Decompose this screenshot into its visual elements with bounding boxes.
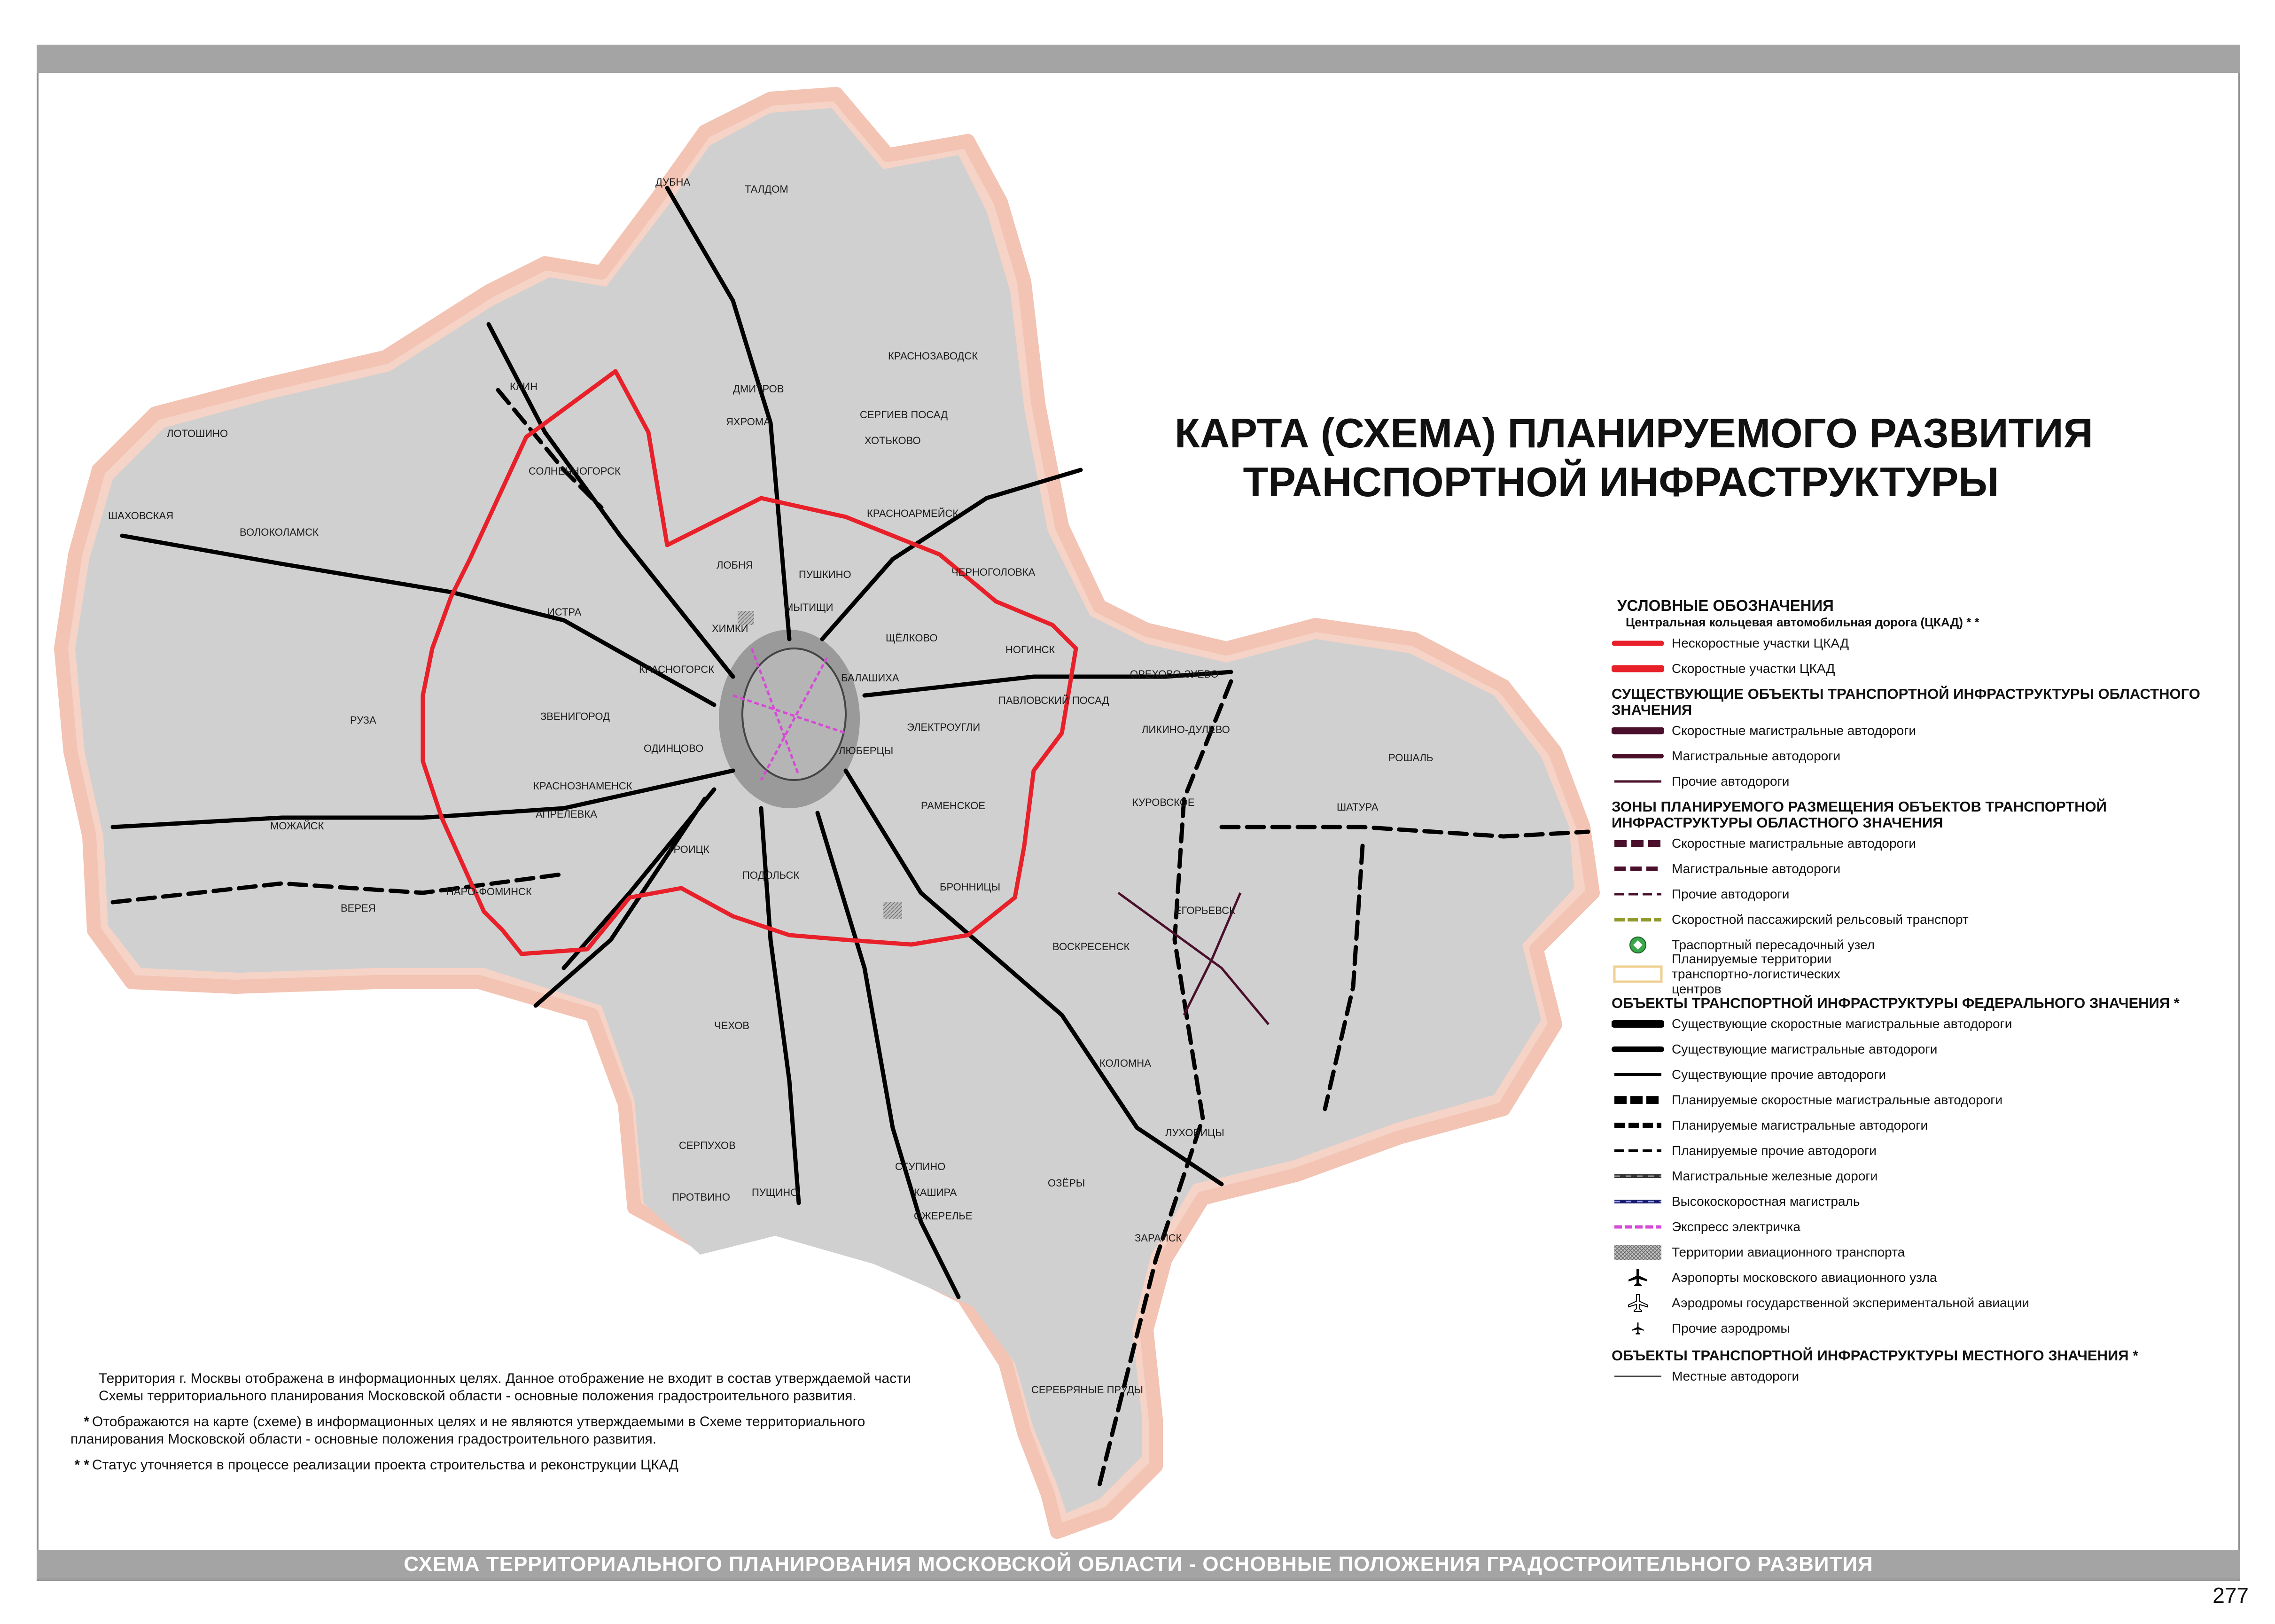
city-label: ДМИТРОВ bbox=[733, 383, 784, 395]
city-label: КЛИН bbox=[510, 381, 538, 392]
legend-item bbox=[1612, 718, 2218, 743]
note-moscow bbox=[70, 1370, 940, 1405]
legend-item bbox=[1612, 831, 2218, 856]
legend-label: Существующие магистральные автодороги bbox=[1672, 1042, 1938, 1056]
legend-item bbox=[1612, 631, 2218, 656]
city-label: СЕРГИЕВ ПОСАД bbox=[860, 409, 948, 421]
legend-item bbox=[1612, 743, 2218, 769]
legend-label: Прочие автодороги bbox=[1672, 887, 1790, 901]
city-label: ЗАРАЙСК bbox=[1135, 1232, 1182, 1244]
note-text: Территория г. Москвы отображена в информационных целях. Данное отображение не входит в состав утверждаемой части Схемы территориального планирования Московской области - основные положения градостроительного развития. bbox=[99, 1371, 911, 1404]
aviation-territory-symbol bbox=[1612, 1243, 1664, 1262]
city-label: ОДИНЦОВО bbox=[644, 742, 704, 754]
legend-item bbox=[1612, 1214, 2218, 1240]
railway-symbol bbox=[1612, 1167, 1664, 1186]
legend-label: Аэродромы государственной экспериментальной авиации bbox=[1672, 1296, 2029, 1310]
federal-main-symbol bbox=[1612, 1040, 1664, 1059]
map-notes bbox=[70, 1370, 940, 1482]
legend-label: Прочие аэродромы bbox=[1672, 1321, 1790, 1335]
city-label: РАМЕНСКОЕ bbox=[921, 800, 986, 812]
ckad-slow-symbol bbox=[1612, 634, 1664, 653]
regional-main-road-symbol bbox=[1612, 747, 1664, 765]
city-label: ШАХОВСКАЯ bbox=[108, 510, 174, 522]
city-label: КРАСНОЗНАМЕНСК bbox=[533, 780, 632, 792]
legend-item bbox=[1612, 656, 2218, 681]
city-label: БАЛАШИХА bbox=[841, 672, 899, 684]
planned-regional-other-symbol bbox=[1612, 885, 1664, 904]
legend-label: Скоростные магистральные автодороги bbox=[1672, 723, 1916, 738]
city-label: СЕРПУХОВ bbox=[679, 1140, 736, 1151]
legend-item bbox=[1612, 1138, 2218, 1163]
city-label: КРАСНОАРМЕЙСК bbox=[867, 508, 959, 519]
legend-section-federal bbox=[1612, 995, 2218, 1011]
note-ckad-status bbox=[70, 1456, 940, 1474]
city-label: ЛЮБЕРЦЫ bbox=[839, 745, 894, 757]
legend-label: Магистральные автодороги bbox=[1672, 861, 1841, 876]
city-label: ЗВЕНИГОРОД bbox=[540, 710, 610, 722]
city-label: ИСТРА bbox=[547, 606, 582, 618]
city-label: ЯХРОМА bbox=[726, 416, 771, 428]
aviation-territory bbox=[883, 902, 902, 919]
city-label: ПАВЛОВСКИЙ ПОСАД bbox=[998, 695, 1109, 706]
city-label: РУЗА bbox=[350, 714, 376, 726]
legend-item bbox=[1612, 1037, 2218, 1062]
city-label: ДУБНА bbox=[655, 176, 691, 188]
legend-section-planned-regional: ЗОНЫ ПЛАНИРУЕМОГО РАЗМЕЩЕНИЯ ОБЪЕКТОВ ТРАНСПОРТНОЙ ИНФРАСТРУКТУРЫ ОБЛАСТНОГО ЗНАЧЕНИЯ bbox=[1612, 798, 2107, 831]
city-label: ВОСКРЕСЕНСК bbox=[1052, 941, 1130, 953]
federal-express-symbol bbox=[1612, 1015, 1664, 1033]
city-label: МОЖАЙСК bbox=[270, 820, 324, 832]
logistics-territory-symbol bbox=[1612, 965, 1664, 984]
local-title-text: ОБЪЕКТЫ ТРАНСПОРТНОЙ ИНФРАСТРУКТУРЫ МЕСТНОГО ЗНАЧЕНИЯ bbox=[1612, 1347, 2129, 1364]
planned-federal-express-symbol bbox=[1612, 1091, 1664, 1109]
legend-label: Планируемые прочие автодороги bbox=[1672, 1143, 1877, 1158]
footer-band bbox=[37, 1550, 2240, 1579]
planned-federal-other-symbol bbox=[1612, 1141, 1664, 1160]
transfer-hub-icon bbox=[1612, 936, 1664, 954]
legend-item bbox=[1612, 769, 2218, 794]
city-label: НАРО-ФОМИНСК bbox=[446, 886, 532, 898]
legend-label: Планируемые скоростные магистральные автодороги bbox=[1672, 1093, 2003, 1107]
other-airfield-icon bbox=[1612, 1319, 1664, 1338]
express-train-symbol bbox=[1612, 1218, 1664, 1236]
city-label: СТУПИНО bbox=[895, 1161, 946, 1172]
note-info-objects bbox=[70, 1413, 940, 1448]
city-label: ПУШКИНО bbox=[799, 569, 851, 580]
city-label: КУРОВСКОЕ bbox=[1132, 796, 1195, 808]
regional-other-road-symbol bbox=[1612, 772, 1664, 791]
legend bbox=[1612, 593, 2218, 1389]
legend-label: Территории авиационного транспорта bbox=[1672, 1245, 1905, 1259]
local-road-symbol bbox=[1612, 1367, 1664, 1386]
city-label: СЕРЕБРЯНЫЕ ПРУДЫ bbox=[1031, 1384, 1143, 1396]
legend-item bbox=[1612, 907, 2218, 932]
legend-item bbox=[1612, 1290, 2218, 1316]
planned-federal-main-symbol bbox=[1612, 1116, 1664, 1135]
legend-label: Скоростные магистральные автодороги bbox=[1672, 836, 1916, 851]
legend-label: Магистральные железные дороги bbox=[1672, 1169, 1878, 1183]
ckad-title-mark: * * bbox=[1966, 615, 1979, 629]
city-label: СОЛНЕЧНОГОРСК bbox=[529, 465, 621, 477]
note-text: Отображаются на карте (схеме) в информационных целях и не являются утверждаемыми в Схеме территориального планирования Московской области - основные положения градостроительного развития. bbox=[70, 1414, 865, 1447]
planned-regional-main-symbol bbox=[1612, 859, 1664, 878]
legend-label: Существующие скоростные магистральные автодороги bbox=[1672, 1016, 2012, 1031]
legend-label: Траспортный пересадочный узел bbox=[1672, 937, 1875, 952]
legend-item bbox=[1612, 856, 2218, 882]
legend-label: Планируемые территории транспортно-логистических центров bbox=[1672, 952, 1840, 996]
planned-regional-express-symbol bbox=[1612, 834, 1664, 853]
experimental-airfield-icon bbox=[1612, 1294, 1664, 1312]
regional-express-road-symbol bbox=[1612, 721, 1664, 740]
federal-title-mark: * bbox=[2174, 995, 2180, 1011]
legend-label: Нескоростные участки ЦКАД bbox=[1672, 636, 1849, 650]
city-label: ПУЩИНО bbox=[752, 1187, 799, 1198]
legend-item bbox=[1612, 1163, 2218, 1189]
city-label: ЛУХОВИЦЫ bbox=[1165, 1127, 1224, 1139]
city-label: МЫТИЩИ bbox=[785, 601, 834, 613]
legend-item bbox=[1612, 1240, 2218, 1265]
legend-section-local bbox=[1612, 1348, 2218, 1364]
legend-item bbox=[1612, 1062, 2218, 1087]
legend-label: Высокоскоростная магистраль bbox=[1672, 1194, 1860, 1209]
legend-ckad-title bbox=[1626, 614, 2218, 631]
city-label: ТРОИЦК bbox=[667, 843, 709, 855]
city-label: ХОТЬКОВО bbox=[865, 435, 921, 446]
legend-item bbox=[1612, 1316, 2218, 1341]
airport-icon bbox=[1612, 1268, 1664, 1287]
legend-item bbox=[1612, 1087, 2218, 1113]
ckad-fast-symbol bbox=[1612, 659, 1664, 678]
city-label: АПРЕЛЕВКА bbox=[536, 808, 597, 820]
city-label: РОШАЛЬ bbox=[1388, 752, 1434, 764]
city-label: ВЕРЕЯ bbox=[341, 902, 376, 914]
local-title-mark: * bbox=[2133, 1347, 2139, 1364]
note-mark: * bbox=[84, 1414, 89, 1429]
legend-item bbox=[1612, 882, 2218, 907]
ckad-title-text: Центральная кольцевая автомобильная дорога (ЦКАД) bbox=[1626, 615, 1963, 629]
moscow-core bbox=[742, 648, 846, 780]
legend-label: Местные автодороги bbox=[1672, 1369, 1800, 1383]
legend-label: Прочие автодороги bbox=[1672, 774, 1790, 789]
federal-other-symbol bbox=[1612, 1065, 1664, 1084]
map-title-line1: КАРТА (СХЕМА) ПЛАНИРУЕМОГО РАЗВИТИЯ bbox=[1175, 410, 2093, 456]
high-speed-rail-symbol bbox=[1612, 1192, 1664, 1211]
city-label: ЩЁЛКОВО bbox=[886, 632, 938, 644]
city-label: ЕГОРЬЕВСК bbox=[1175, 905, 1235, 916]
rail-transport-symbol bbox=[1612, 910, 1664, 929]
city-label: ВОЛОКОЛАМСК bbox=[240, 526, 319, 538]
note-text: Статус уточняется в процессе реализации проекта строительства и реконструкции ЦКАД bbox=[92, 1457, 678, 1473]
legend-item bbox=[1612, 1364, 2218, 1389]
city-label: БРОННИЦЫ bbox=[940, 881, 1001, 893]
city-label: ЧЕХОВ bbox=[714, 1020, 750, 1031]
city-label: КРАСНОЗАВОДСК bbox=[888, 350, 978, 362]
legend-item bbox=[1612, 1011, 2218, 1037]
city-label: ОЗЁРЫ bbox=[1048, 1177, 1085, 1189]
city-label: ЧЕРНОГОЛОВКА bbox=[951, 566, 1036, 578]
map-title bbox=[1175, 409, 2093, 507]
legend-heading: УСЛОВНЫЕ ОБОЗНАЧЕНИЯ bbox=[1617, 597, 1834, 614]
legend-item bbox=[1612, 1113, 2218, 1138]
city-label: ЭЛЕКТРОУГЛИ bbox=[907, 721, 981, 733]
city-label: ЛОТОШИНО bbox=[167, 428, 228, 439]
city-label: КАШИРА bbox=[914, 1187, 957, 1198]
city-label: ЛИКИНО-ДУЛЕВО bbox=[1142, 724, 1230, 735]
city-label: ХИМКИ bbox=[712, 623, 748, 634]
city-label: ОРЕХОВО-ЗУЕВО bbox=[1130, 668, 1219, 680]
legend-label: Аэропорты московского авиационного узла bbox=[1672, 1270, 1937, 1285]
note-mark: * * bbox=[74, 1457, 89, 1473]
legend-label: Скоростной пассажирский рельсовый транспорт bbox=[1672, 912, 1969, 927]
legend-label: Скоростные участки ЦКАД bbox=[1672, 661, 1835, 676]
legend-section-existing-regional: СУЩЕСТВУЮЩИЕ ОБЪЕКТЫ ТРАНСПОРТНОЙ ИНФРАСТРУКТУРЫ ОБЛАСТНОГО ЗНАЧЕНИЯ bbox=[1612, 686, 2200, 718]
city-label: НОГИНСК bbox=[1005, 644, 1055, 656]
legend-item bbox=[1612, 1189, 2218, 1214]
legend-label: Экспресс электричка bbox=[1672, 1219, 1800, 1234]
city-label: КОЛОМНА bbox=[1099, 1057, 1151, 1069]
city-label: ПОДОЛЬСК bbox=[742, 869, 800, 881]
legend-label: Магистральные автодороги bbox=[1672, 749, 1841, 763]
footer-text: СХЕМА ТЕРРИТОРИАЛЬНОГО ПЛАНИРОВАНИЯ МОСКОВСКОЙ ОБЛАСТИ - ОСНОВНЫЕ ПОЛОЖЕНИЯ ГРАДОСТРОИТЕЛЬНОГО РАЗВИТИЯ bbox=[404, 1553, 1873, 1576]
city-label: ТАЛДОМ bbox=[745, 183, 788, 195]
legend-item bbox=[1612, 952, 2218, 996]
city-label: ПРОТВИНО bbox=[672, 1191, 731, 1203]
city-label: КРАСНОГОРСК bbox=[639, 664, 715, 675]
city-label: ОЖЕРЕЛЬЕ bbox=[914, 1210, 973, 1222]
page-number: 277 bbox=[2213, 1583, 2249, 1608]
city-label: ЛОБНЯ bbox=[717, 559, 753, 571]
map-title-line2: ТРАНСПОРТНОЙ ИНФРАСТРУКТУРЫ bbox=[1243, 459, 1999, 505]
legend-label: Существующие прочие автодороги bbox=[1672, 1067, 1886, 1082]
federal-title-text: ОБЪЕКТЫ ТРАНСПОРТНОЙ ИНФРАСТРУКТУРЫ ФЕДЕРАЛЬНОГО ЗНАЧЕНИЯ bbox=[1612, 995, 2170, 1011]
legend-item bbox=[1612, 1265, 2218, 1290]
legend-label: Планируемые магистральные автодороги bbox=[1672, 1118, 1928, 1132]
city-label: ШАТУРА bbox=[1337, 801, 1379, 813]
